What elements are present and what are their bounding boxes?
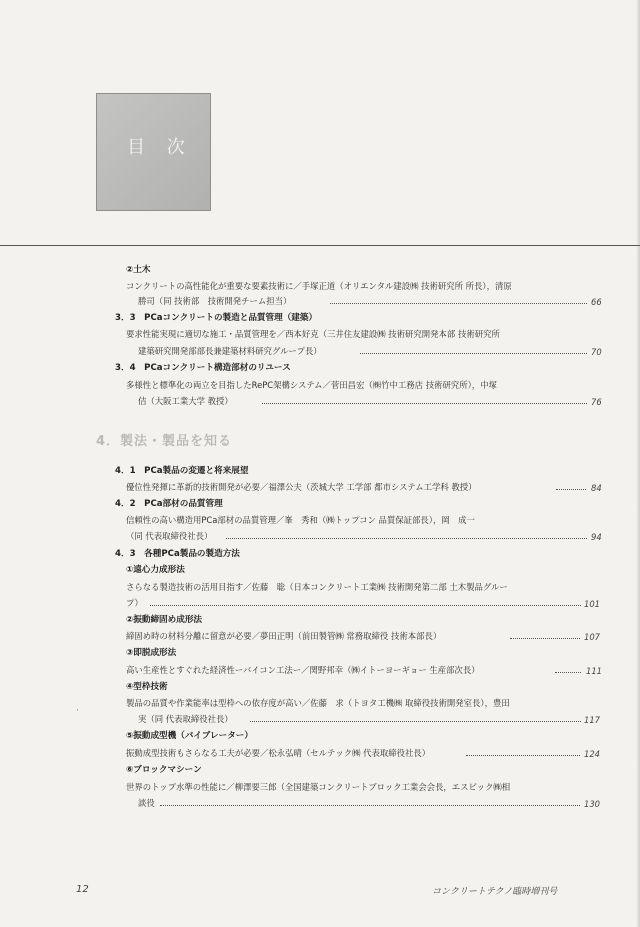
entry-line[interactable]: 高い生産性とすぐれた経済性ーバイコン工法ー／関野邦幸（㈱イトーヨーギョー 生産部次長）: [126, 665, 480, 675]
heading-4-1: 4．1 PCa製品の変遷と将来展望: [115, 466, 249, 476]
leader-dots: [160, 805, 580, 806]
entry-line[interactable]: コンクリートの高性能化が重要な要素技術に／手塚正道（オリエンタル建設㈱ 技術研究所 所長），清原: [126, 281, 512, 291]
entry-line[interactable]: 要求性能実現に適切な施工・品質管理を／西本好克（三井住友建設㈱ 技術研究開発本部 技術研究所: [126, 329, 500, 339]
entry-line[interactable]: 実（同 代表取締役社長）: [138, 714, 233, 724]
entry-line[interactable]: 世界のトップ水準の性能に／柳澤要三郎（全国建築コンクリートブロック工業会会長，エスビック㈱相: [126, 782, 511, 792]
page-ref: 101: [584, 599, 600, 609]
page-ref: 66: [591, 297, 602, 307]
heading-4-2: 4．2 PCa部材の品質管理: [115, 499, 223, 509]
entry-line[interactable]: 締固め時の材料分離に留意が必要／夢田正明（前田製管㈱ 常務取締役 技術本部長）: [126, 631, 442, 641]
entry-line[interactable]: 信頼性の高い構造用PCa部材の品質管理／峯 秀和（㈱トップコン 品質保証部長），岡 成一: [126, 515, 475, 525]
heading-3-3: 3．3 PCaコンクリートの製造と品質管理（建築）: [115, 313, 318, 323]
leader-dots: [226, 538, 587, 539]
heading-4: 4．製法・製品を知る: [96, 434, 233, 449]
method-1: ①遠心力成形法: [126, 565, 185, 575]
method-3: ③即脱成形法: [126, 648, 177, 658]
page-ref: 124: [584, 749, 600, 759]
section-civil: ②土木: [126, 265, 151, 275]
entry-line[interactable]: 振動成型技術もさらなる工夫が必要／松永弘晴（セルテック㈱ 代表取締役社長）: [126, 748, 431, 758]
entry-line[interactable]: 建築研究開発部部長兼建築材料研究グループ長）: [138, 346, 322, 356]
leader-dots: [555, 672, 581, 673]
entry-line[interactable]: さらなる製造技術の活用目指す／佐藤 聡（日本コンクリート工業㈱ 技術開発第二部 土木製品グルー: [126, 582, 508, 592]
method-4: ④型枠技術: [126, 682, 168, 692]
page-ref: 107: [584, 632, 600, 642]
page-ref: 117: [584, 715, 600, 725]
leader-dots: [262, 403, 587, 404]
publication-name: コンクリートテクノ臨時増刊号: [432, 887, 558, 897]
entry-line[interactable]: 勝司（同 技術部 技術開発チーム担当）: [138, 296, 292, 306]
heading-4-3: 4．3 各種PCa製品の製造方法: [115, 549, 240, 559]
leader-dots: [556, 489, 586, 490]
entry-line[interactable]: プ）: [126, 598, 143, 608]
entry-line[interactable]: 談役: [138, 798, 155, 808]
leader-dots: [250, 721, 581, 722]
leader-dots: [466, 755, 580, 756]
page-ref: 111: [586, 666, 602, 676]
method-2: ②振動締固め成形法: [126, 615, 203, 625]
leader-dots: [330, 303, 587, 304]
entry-line[interactable]: 多様性と標準化の両立を目指したRePC架構システム／菅田昌宏（㈱竹中工務店 技術研究所），中塚: [126, 380, 497, 390]
toc-title: 目 次: [127, 137, 193, 158]
scan-speck: ·: [76, 706, 79, 716]
leader-dots: [360, 353, 587, 354]
page-ref: 84: [591, 483, 602, 493]
leader-dots: [510, 638, 580, 639]
page-number: 12: [76, 884, 89, 895]
leader-dots: [150, 605, 581, 606]
page-ref: 70: [591, 347, 602, 357]
page-ref: 130: [584, 799, 600, 809]
method-5: ⑤振動成型機（バイブレーター）: [126, 731, 253, 741]
method-6: ⑥ブロックマシーン: [126, 765, 202, 775]
page-ref: 94: [591, 532, 602, 542]
entry-line[interactable]: 佶（大阪工業大学 教授）: [138, 396, 233, 406]
entry-line[interactable]: （同 代表取締役社長）: [126, 531, 213, 541]
heading-3-4: 3．4 PCaコンクリート構造部材のリユース: [115, 363, 291, 373]
entry-line[interactable]: 優位性発揮に革新的技術開発が必要／福澤公夫（茨城大学 工学部 都市システム工学科 教授）: [126, 482, 477, 492]
page-ref: 76: [591, 397, 602, 407]
entry-line[interactable]: 製品の品質や作業能率は型枠への依存度が高い／佐藤 求（トヨタ工機㈱ 取締役技術開発室長），豊田: [126, 698, 510, 708]
